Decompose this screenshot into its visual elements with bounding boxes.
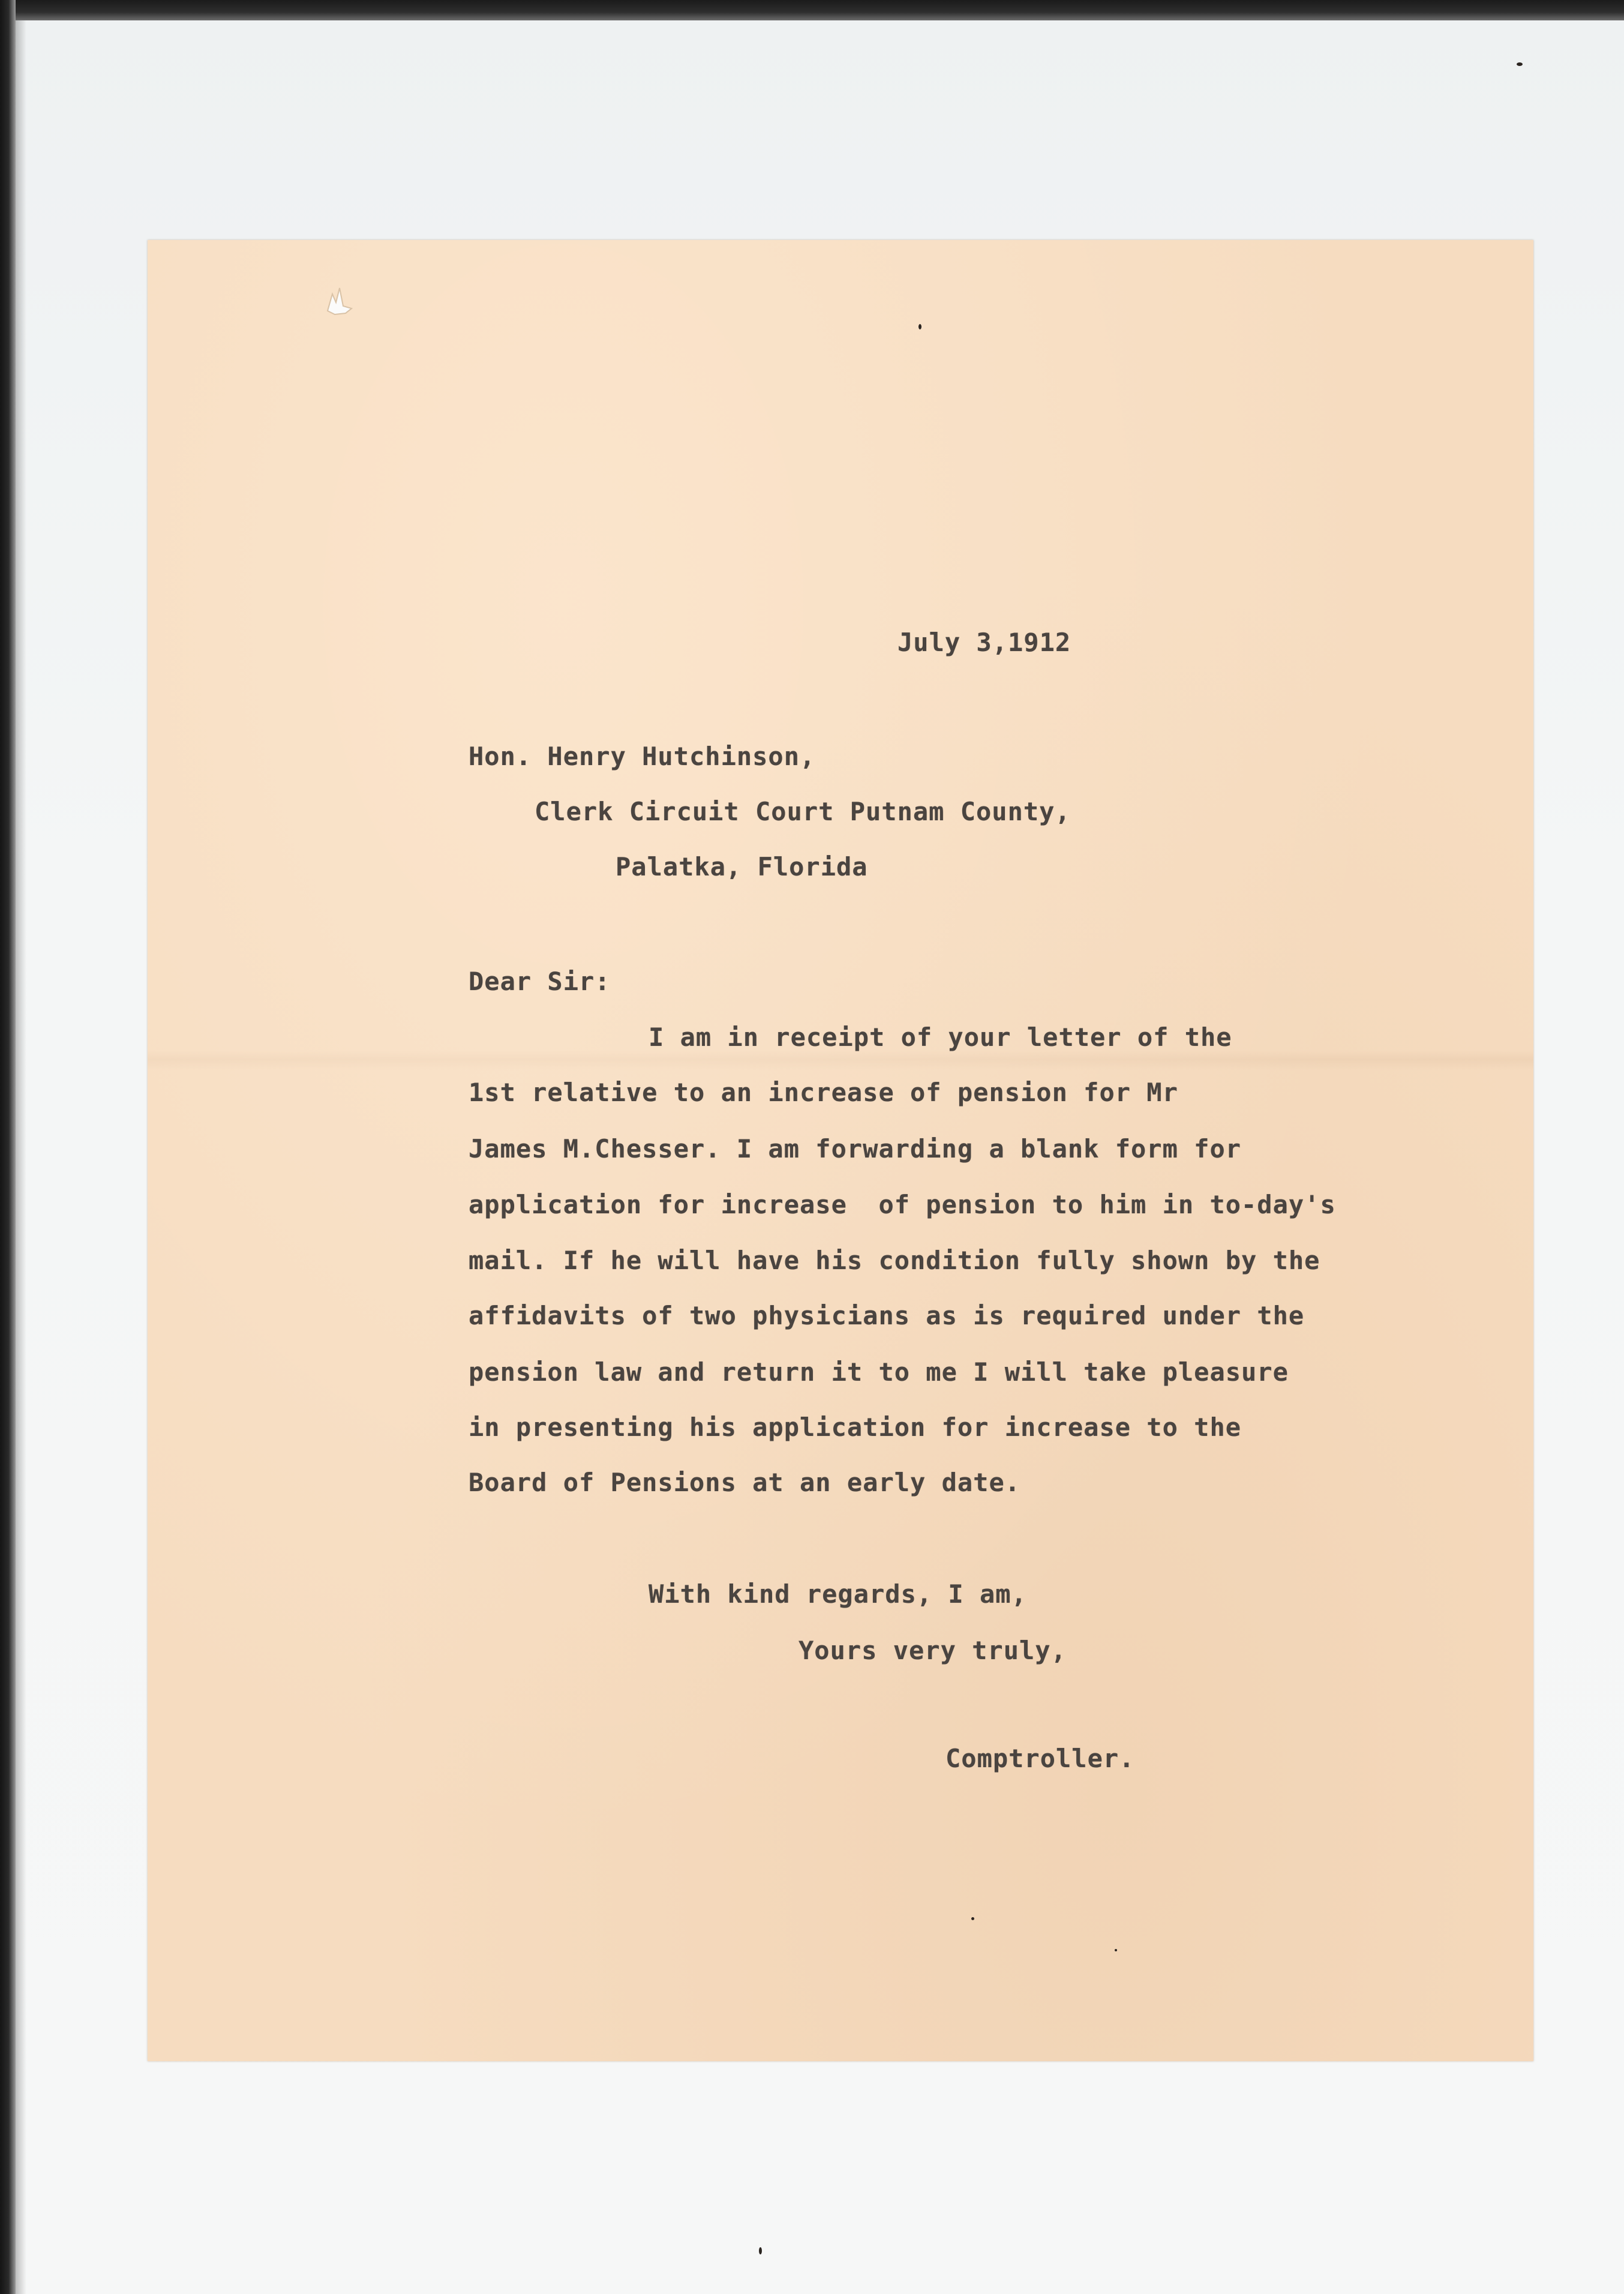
scanner-top-edge bbox=[0, 0, 1624, 20]
paper-tear-mark bbox=[322, 282, 358, 318]
ink-speck bbox=[918, 324, 921, 329]
body-line: in presenting his application for increase to the bbox=[469, 1413, 1242, 1442]
dust-speck bbox=[1517, 62, 1523, 66]
body-line: affidavits of two physicians as is required under the bbox=[469, 1301, 1305, 1330]
body-line: mail. If he will have his condition fully shown by the bbox=[469, 1246, 1320, 1275]
recipient-title: Clerk Circuit Court Putnam County, bbox=[535, 797, 1071, 826]
letter-date: July 3,1912 bbox=[897, 628, 1071, 657]
recipient-place: Palatka, Florida bbox=[616, 852, 868, 881]
scanner-edge-shadow bbox=[16, 20, 26, 2294]
ink-speck bbox=[1115, 1949, 1117, 1951]
ink-speck bbox=[971, 1917, 974, 1920]
scanner-left-edge bbox=[0, 0, 16, 2294]
recipient-name: Hon. Henry Hutchinson, bbox=[469, 742, 816, 771]
body-line: James M.Chesser. I am forwarding a blank form for bbox=[469, 1134, 1242, 1164]
body-line: I am in receipt of your letter of the bbox=[649, 1022, 1232, 1052]
signature-title: Comptroller. bbox=[945, 1744, 1135, 1773]
body-line: Board of Pensions at an early date. bbox=[469, 1468, 1021, 1497]
dust-speck bbox=[759, 2247, 762, 2254]
body-line: 1st relative to an increase of pension for Mr bbox=[469, 1078, 1178, 1107]
salutation: Dear Sir: bbox=[469, 967, 611, 996]
closing-line: Yours very truly, bbox=[799, 1636, 1067, 1665]
regards-line: With kind regards, I am, bbox=[649, 1579, 1027, 1609]
letter-paper bbox=[148, 240, 1533, 2061]
body-line: pension law and return it to me I will take pleasure bbox=[469, 1357, 1289, 1387]
body-line: application for increase of pension to him in to-day's bbox=[469, 1190, 1336, 1219]
